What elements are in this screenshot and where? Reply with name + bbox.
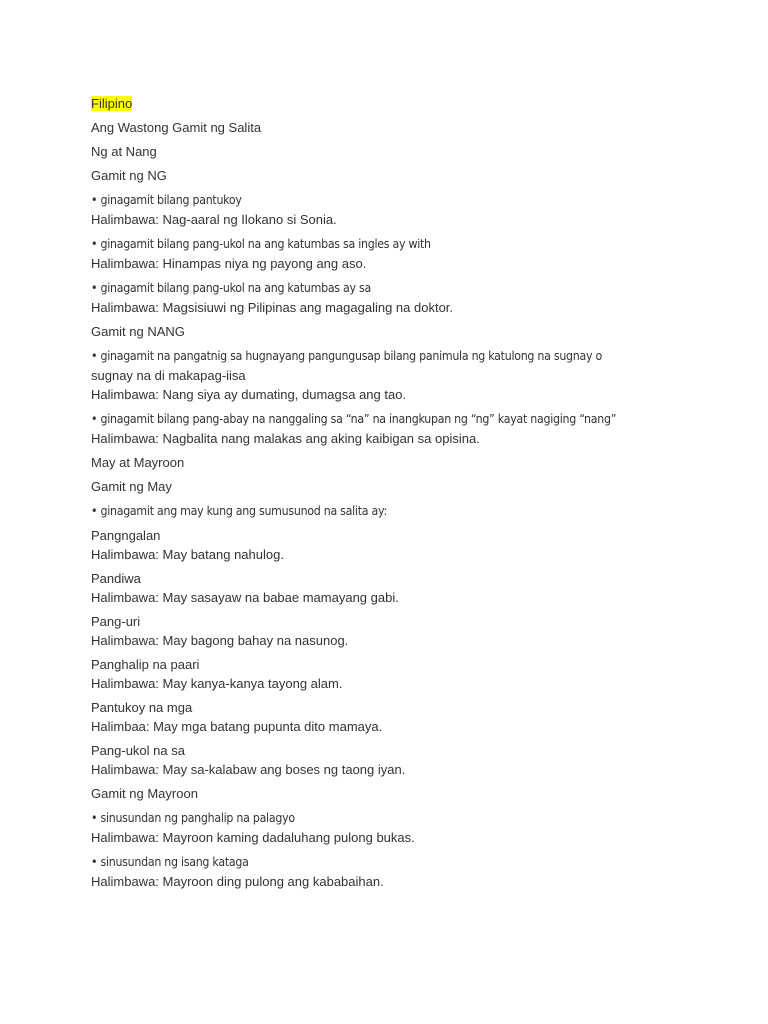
example-text: Halimbawa: May kanya-kanya tayong alam.: [91, 676, 343, 691]
mayroon-item-2: [91, 852, 691, 891]
example-text: Halimbawa: Nagbalita nang malakas ang aking kaibigan sa opisina.: [91, 431, 480, 446]
may-item-2: [91, 569, 691, 607]
may-item-1: [91, 526, 691, 564]
subheading-gamit-nang: Gamit ng NANG: [91, 324, 185, 339]
example-text: Halimbawa: Nag-aaral ng Ilokano si Sonia.: [91, 212, 337, 227]
example-text: Halimbawa: May batang nahulog.: [91, 547, 284, 562]
item-label: Pangngalan: [91, 528, 161, 543]
bullet-continuation: sugnay na di makapag-iisa: [91, 368, 246, 383]
bullet-text: • ginagamit bilang pang-ukol na ang katumbas sa ingles ay with: [91, 237, 431, 251]
document-subtitle: Ang Wastong Gamit ng Salita: [91, 120, 262, 135]
title-paragraph: [91, 94, 691, 113]
document-page: [91, 94, 691, 896]
ng-item-2: [91, 234, 691, 273]
nang-item-2: [91, 409, 691, 448]
bullet-text: • ginagamit bilang pang-ukol na ang katumbas ay sa: [91, 281, 371, 295]
subheading-gamit-ng: Gamit ng NG: [91, 168, 167, 183]
example-text: Halimbawa: May bagong bahay na nasunog.: [91, 633, 349, 648]
may-item-5: [91, 698, 691, 736]
example-text: Halimbawa: Mayroon kaming dadaluhang pulong bukas.: [91, 830, 415, 845]
item-label: Pantukoy na mga: [91, 700, 193, 715]
subheading-gamit-mayroon: Gamit ng Mayroon: [91, 786, 198, 801]
may-bullet: [91, 501, 691, 521]
nang-item-1: [91, 346, 691, 404]
subheading-gamit-may: Gamit ng May: [91, 479, 172, 494]
bullet-text: • ginagamit ang may kung ang sumusunod na salita ay:: [91, 504, 387, 518]
ng-item-1: [91, 190, 691, 229]
ng-item-3: [91, 278, 691, 317]
example-text: Halimbawa: Magsisiuwi ng Pilipinas ang magagaling na doktor.: [91, 300, 454, 315]
item-label: Pandiwa: [91, 571, 141, 586]
example-text: Halimbawa: Mayroon ding pulong ang kababaihan.: [91, 874, 384, 889]
mayroon-item-1: [91, 808, 691, 847]
example-text: Halimbawa: May sa-kalabaw ang boses ng taong iyan.: [91, 762, 406, 777]
bullet-text: • ginagamit bilang pantukoy: [91, 193, 242, 207]
may-item-6: [91, 741, 691, 779]
may-item-3: [91, 612, 691, 650]
item-label: Pang-uri: [91, 614, 141, 629]
item-label: Panghalip na paari: [91, 657, 200, 672]
bullet-text: • ginagamit bilang pang-abay na nanggaling sa “na” na inangkupan ng “ng” kayat nagiging “nang”: [91, 412, 617, 426]
document-title: Filipino: [91, 96, 133, 111]
example-text: Halimbaa: May mga batang pupunta dito mamaya.: [91, 719, 383, 734]
bullet-text: • sinusundan ng isang kataga: [91, 855, 249, 869]
item-label: Pang-ukol na sa: [91, 743, 185, 758]
bullet-text: • ginagamit na pangatnig sa hugnayang pangungusap bilang panimula ng katulong na sugnay o: [91, 349, 602, 363]
example-text: Halimbawa: Nang siya ay dumating, dumagsa ang tao.: [91, 387, 407, 402]
section-heading-may-mayroon: May at Mayroon: [91, 455, 185, 470]
section-heading-ng-nang: Ng at Nang: [91, 144, 157, 159]
may-item-4: [91, 655, 691, 693]
bullet-text: • sinusundan ng panghalip na palagyo: [91, 811, 295, 825]
example-text: Halimbawa: May sasayaw na babae mamayang gabi.: [91, 590, 399, 605]
example-text: Halimbawa: Hinampas niya ng payong ang aso.: [91, 256, 367, 271]
